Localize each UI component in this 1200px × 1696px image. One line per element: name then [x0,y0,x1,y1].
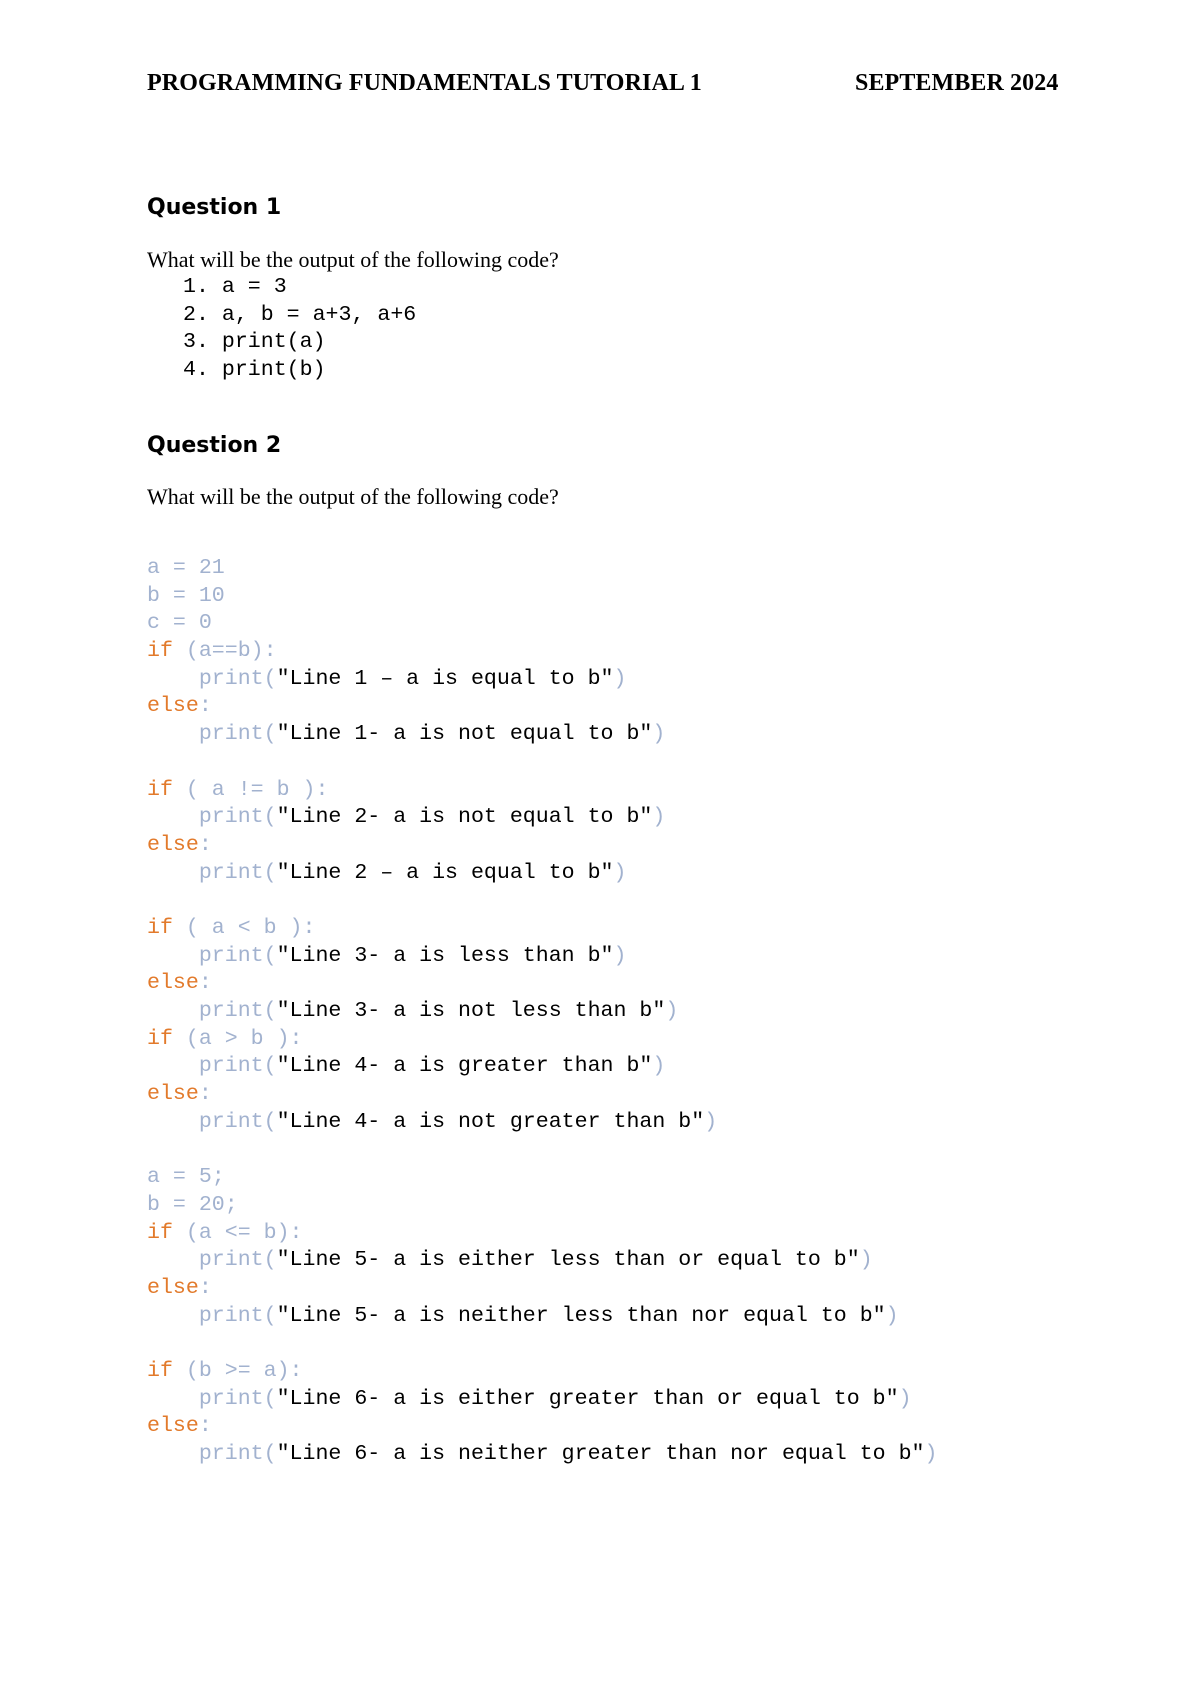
question-1-prompt: What will be the output of the following code? [147,247,559,272]
code-token-kw: if [147,639,173,664]
code-line [147,777,937,805]
code-line [147,887,937,915]
question-1-code [183,274,416,384]
code-token-str: "Line 6- a is neither greater than nor equal to b" [276,1442,925,1466]
question-2-code-block [147,555,937,1469]
code-token-dim: ) [652,722,666,747]
code-token-fn: print( [147,666,277,691]
code-token-kw: else [147,694,199,719]
code-token-kw: else [147,971,199,996]
question-1-code-line: 4. print(b) [183,357,326,382]
code-token-kw: else [147,1082,199,1107]
code-token-kw: if [147,915,173,940]
code-token-dim: c = 0 [147,611,212,636]
code-token-kw: if [147,1220,173,1245]
code-token-dim: ( a != b ): [172,777,329,802]
code-token-str: "Line 1 – a is equal to b" [276,666,614,691]
code-line [147,1081,937,1109]
code-token-kw: if [147,1358,173,1383]
code-token-str: "Line 2 – a is equal to b" [276,860,614,885]
code-line [147,1413,937,1441]
code-token-kw: else [147,1414,199,1439]
code-token-dim: ) [704,1109,718,1134]
code-token-kw: else [147,1275,199,1300]
code-token-fn: print( [147,1054,277,1079]
code-line [147,610,937,638]
code-line [147,860,937,888]
code-line [147,1441,937,1469]
code-token-str: "Line 1- a is not equal to b" [276,722,653,747]
code-token-dim: ) [613,666,627,691]
code-token-dim: (b >= a): [172,1358,303,1383]
code-token-fn: print( [147,1442,277,1466]
question-2-prompt: What will be the output of the following code? [147,484,559,509]
code-token-fn: print( [147,860,277,885]
code-token-fn: print( [147,1303,277,1328]
code-line [147,1386,937,1414]
code-token-dim: ( a < b ): [172,915,316,940]
code-token-dim: ) [924,1442,938,1466]
code-line [147,1136,937,1164]
code-line [147,1192,937,1220]
code-line [147,1164,937,1192]
code-token-dim: ) [613,860,627,885]
code-token-str: "Line 3- a is less than b" [276,943,614,968]
code-token-dim: ) [652,1054,666,1079]
code-token-fn: print( [147,1109,277,1134]
code-token-kw: if [147,777,173,802]
code-line [147,666,937,694]
code-token-fn: print( [147,805,277,830]
code-token-kw: else [147,832,199,857]
code-token-dim: ) [898,1386,912,1411]
code-line [147,1109,937,1137]
code-line [147,832,937,860]
code-token-str: "Line 5- a is either less than or equal to b" [276,1248,860,1273]
code-line [147,638,937,666]
code-token-dim: a = 5; [147,1165,225,1190]
code-token-dim: : [198,1275,212,1300]
code-token-dim: ) [885,1303,899,1328]
code-line [147,583,937,611]
code-line [147,1358,937,1386]
code-token-str: "Line 2- a is not equal to b" [276,805,653,830]
code-token-str: "Line 3- a is not less than b" [276,999,666,1023]
code-token-dim: a = 21 [147,556,225,580]
code-line [147,1026,937,1054]
code-token-dim: ) [613,943,627,968]
code-token-fn: print( [147,1248,277,1273]
question-1-code-line: 1. a = 3 [183,275,287,299]
header-date: SEPTEMBER 2024 [855,70,1059,96]
code-token-dim: : [198,971,212,996]
code-token-dim: b = 10 [147,583,225,608]
question-1-code-line: 3. print(a) [183,330,326,354]
code-token-fn: print( [147,943,277,968]
code-line [147,1303,937,1331]
code-token-str: "Line 6- a is either greater than or equal to b" [276,1386,899,1411]
code-token-dim: : [198,1082,212,1107]
code-line [147,915,937,943]
code-line [147,804,937,832]
code-token-dim: : [198,694,212,719]
code-token-dim: b = 20; [147,1192,238,1217]
question-1-code-line: 2. a, b = a+3, a+6 [183,302,417,327]
code-line [147,943,937,971]
code-line [147,555,937,583]
code-token-str: "Line 4- a is not greater than b" [276,1109,705,1134]
code-token-dim: : [198,832,212,857]
code-token-dim: (a <= b): [172,1220,303,1245]
code-line [147,970,937,998]
code-token-kw: if [147,1026,173,1051]
code-token-dim: ) [652,805,666,830]
code-line [147,1330,937,1358]
code-line [147,998,937,1026]
question-2-title: Question 2 [147,433,282,458]
code-line [147,1220,937,1248]
code-line [147,1053,937,1081]
question-1-title: Question 1 [147,195,282,220]
header-title: PROGRAMMING FUNDAMENTALS TUTORIAL 1 [147,70,702,96]
code-line [147,1247,937,1275]
code-token-fn: print( [147,999,277,1023]
code-token-dim: (a==b): [172,639,277,664]
code-token-fn: print( [147,1386,277,1411]
code-token-fn: print( [147,722,277,747]
code-token-str: "Line 5- a is neither less than nor equal to b" [276,1303,886,1328]
code-line [147,693,937,721]
code-line [147,749,937,777]
code-token-dim: (a > b ): [172,1026,303,1051]
code-token-dim: ) [859,1248,873,1273]
code-line [147,1275,937,1303]
code-token-str: "Line 4- a is greater than b" [276,1054,653,1079]
code-line [147,721,937,749]
code-token-dim: ) [665,999,679,1023]
code-token-dim: : [198,1414,212,1439]
